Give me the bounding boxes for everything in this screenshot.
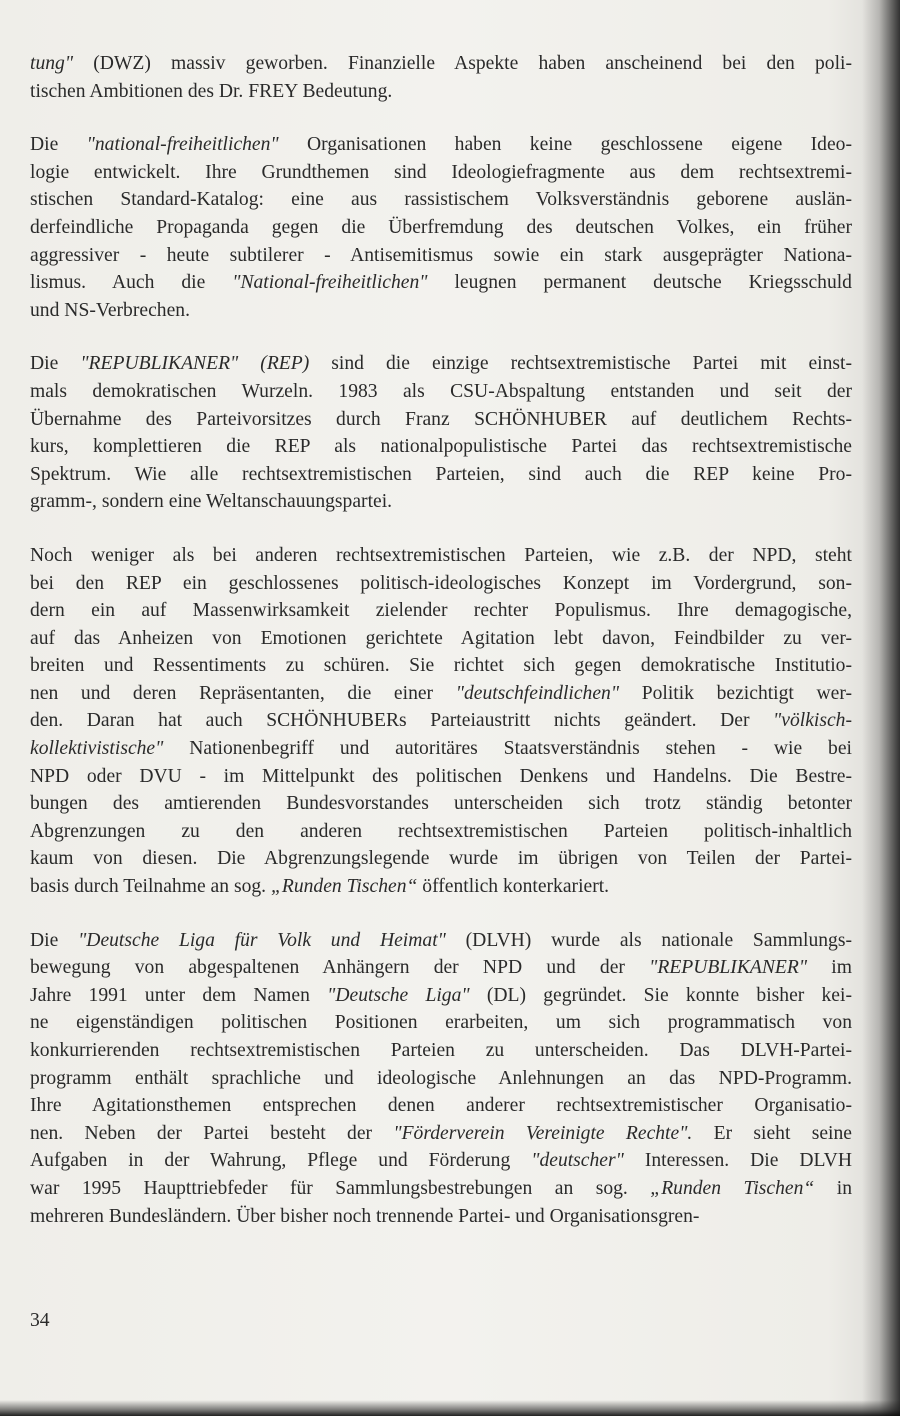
text-segment: Organisationen haben keine geschlossene eigene Ideo- (278, 134, 852, 156)
text-segment: leugnen permanent deutsche Kriegsschuld (427, 272, 852, 294)
paragraph (30, 350, 852, 516)
paragraph (30, 50, 852, 105)
text-line (30, 242, 852, 270)
text-line (30, 131, 852, 159)
text-line (30, 50, 852, 78)
text-segment: ne eigenständigen politischen Positionen erarbeiten, um sich programmatisch von (30, 1012, 852, 1034)
text-line (30, 214, 852, 242)
text-segment: war 1995 Haupttriebfeder für Sammlungsbestrebungen an sog. (30, 1177, 651, 1199)
text-line (30, 763, 852, 791)
text-line (30, 350, 852, 378)
text-segment: sind die einzige rechtsextremistische Partei mit einst- (309, 353, 852, 375)
text-line (30, 873, 852, 901)
text-segment: Die (30, 929, 79, 951)
text-line (30, 982, 852, 1010)
text-line (30, 845, 852, 873)
text-segment: Interessen. Die DLVH (623, 1150, 852, 1172)
text-segment: kaum von diesen. Die Abgrenzungslegende wurde im übrigen von Teilen der Partei- (30, 848, 852, 870)
text-segment: den. Daran hat auch SCHÖNHUBERs Parteiaustritt nichts geändert. Der (30, 710, 774, 732)
text-segment: Noch weniger als bei anderen rechtsextremistischen Parteien, wie z.B. der NPD, steht (30, 544, 852, 566)
text-line (30, 433, 852, 461)
text-line (30, 1120, 852, 1148)
text-segment: derfeindliche Propaganda gegen die Überfremdung des deutschen Volkes, ein früher (30, 216, 852, 238)
emphasized-text: "völkisch- (773, 710, 852, 732)
page-bottom-shadow (0, 1400, 900, 1416)
text-segment: mehreren Bundesländern. Über bisher noch trennende Partei- und Organisationsgren- (30, 1205, 700, 1227)
text-segment: gramm-, sondern eine Weltanschauungspartei. (30, 491, 393, 513)
paragraph (30, 927, 852, 1231)
text-segment: Abgrenzungen zu den anderen rechtsextremistischen Parteien politisch-inhaltlich (30, 820, 852, 842)
text-segment: lismus. Auch die (30, 272, 233, 294)
text-segment: (DL) gegründet. Sie konnte bisher kei- (469, 984, 852, 1006)
text-line (30, 406, 852, 434)
emphasized-text: „Runden Tischen“ (270, 876, 418, 898)
text-segment: auf das Anheizen von Emotionen gerichtete Agitation lebt davon, Feindbilder zu ver- (30, 627, 852, 649)
text-segment: breiten und Ressentiments zu schüren. Sie richtet sich gegen demokratische Institutio- (30, 655, 852, 677)
text-segment: Jahre 1991 unter dem Namen (30, 984, 328, 1006)
text-segment: in (814, 1177, 852, 1199)
text-line (30, 954, 852, 982)
text-segment: dern ein auf Massenwirksamkeit zielender rechter Populismus. Ihre demagogische, (30, 600, 852, 622)
page-number: 34 (30, 1310, 50, 1331)
emphasized-text: "Deutsche Liga für Volk und Heimat" (78, 929, 446, 951)
text-line (30, 680, 852, 708)
emphasized-text: "Förderverein Vereinigte Rechte". (393, 1122, 693, 1144)
text-segment: Nationenbegriff und autoritäres Staatsverständnis stehen - wie bei (163, 738, 852, 760)
paragraph (30, 542, 852, 901)
text-line (30, 735, 852, 763)
text-segment: bei den REP ein geschlossenes politisch-ideologisches Konzept im Vordergrund, son- (30, 572, 852, 594)
text-segment: Spektrum. Wie alle rechtsextremistischen Parteien, sind auch die REP keine Pro- (30, 463, 852, 485)
text-segment: Er sieht seine (692, 1122, 852, 1144)
text-line (30, 597, 852, 625)
text-segment: tischen Ambitionen des Dr. FREY Bedeutung. (30, 80, 393, 102)
text-segment: kurs, komplettieren die REP als nationalpopulistische Partei das rechtsextremistische (30, 436, 852, 458)
text-segment: basis durch Teilnahme an sog. (30, 876, 271, 898)
text-segment: mals demokratischen Wurzeln. 1983 als CSU-Abspaltung entstanden und seit der (30, 380, 852, 402)
emphasized-text: "REPUBLIKANER" (649, 957, 808, 979)
text-line (30, 927, 852, 955)
text-line (30, 1009, 852, 1037)
text-line (30, 461, 852, 489)
text-line (30, 159, 852, 187)
text-segment: logie entwickelt. Ihre Grundthemen sind Ideologiefragmente aus dem rechtsextremi- (30, 161, 852, 183)
text-line (30, 378, 852, 406)
text-segment: konkurrierenden rechtsextremistischen Parteien zu unterscheiden. Das DLVH-Partei- (30, 1040, 852, 1061)
paragraph (30, 131, 852, 324)
text-line (30, 570, 852, 598)
text-line (30, 1175, 852, 1203)
text-segment: Die (30, 134, 87, 156)
text-line (30, 1203, 852, 1231)
text-line (30, 1037, 852, 1065)
emphasized-text: "National-freiheitlichen" (232, 272, 428, 294)
text-line (30, 707, 852, 735)
text-line (30, 790, 852, 818)
text-segment: Ihre Agitationsthemen entsprechen denen anderer rechtsextremistischer Organisatio- (30, 1095, 852, 1117)
emphasized-text: kollektivistische" (30, 738, 164, 760)
text-segment: bungen des amtierenden Bundesvorstandes unterscheiden sich trotz ständig betonter (30, 793, 852, 815)
emphasized-text: "national-freiheitlichen" (86, 134, 279, 156)
text-line (30, 269, 852, 297)
text-segment: im (807, 957, 852, 979)
text-line (30, 78, 852, 106)
body-text (30, 50, 852, 1256)
text-segment: Aufgaben in der Wahrung, Pflege und Förderung (30, 1150, 532, 1172)
text-segment: Politik bezichtigt wer- (619, 682, 852, 704)
text-line (30, 625, 852, 653)
text-segment: (DWZ) massiv geworben. Finanzielle Aspekte haben anscheinend bei den poli- (73, 53, 852, 74)
text-segment: Die (30, 353, 81, 375)
text-segment: öffentlich konterkariert. (417, 876, 610, 898)
text-line (30, 186, 852, 214)
text-segment: NPD oder DVU - im Mittelpunkt des politischen Denkens und Handelns. Die Bestre- (30, 765, 852, 787)
text-segment: Übernahme des Parteivorsitzes durch Franz SCHÖNHUBER auf deutlichem Rechts- (30, 408, 852, 430)
text-segment: aggressiver - heute subtilerer - Antisemitismus sowie ein stark ausgeprägter Nationa- (30, 244, 852, 266)
emphasized-text: „Runden Tischen“ (650, 1177, 815, 1199)
text-segment: nen und deren Repräsentanten, die einer (30, 682, 456, 704)
text-line (30, 1065, 852, 1093)
text-segment: nen. Neben der Partei besteht der (30, 1122, 394, 1144)
text-segment: stischen Standard-Katalog: eine aus rassistischem Volksverständnis geborene auslän- (30, 189, 852, 211)
text-line (30, 297, 852, 325)
text-segment: programm enthält sprachliche und ideologische Anlehnungen an das NPD-Programm. (30, 1067, 852, 1089)
text-line (30, 818, 852, 846)
text-line (30, 542, 852, 570)
text-line (30, 488, 852, 516)
text-segment: und NS-Verbrechen. (30, 299, 190, 321)
emphasized-text: tung" (30, 53, 74, 74)
text-line (30, 1092, 852, 1120)
text-line (30, 652, 852, 680)
emphasized-text: "REPUBLIKANER" (REP) (80, 353, 310, 375)
text-line (30, 1147, 852, 1175)
text-segment: (DLVH) wurde als nationale Sammlungs- (445, 929, 852, 951)
emphasized-text: "deutscher" (531, 1150, 624, 1172)
emphasized-text: "deutschfeindlichen" (455, 682, 620, 704)
text-segment: bewegung von abgespaltenen Anhängern der NPD und der (30, 957, 650, 979)
emphasized-text: "Deutsche Liga" (327, 984, 470, 1006)
page-edge-shadow (862, 0, 900, 1416)
